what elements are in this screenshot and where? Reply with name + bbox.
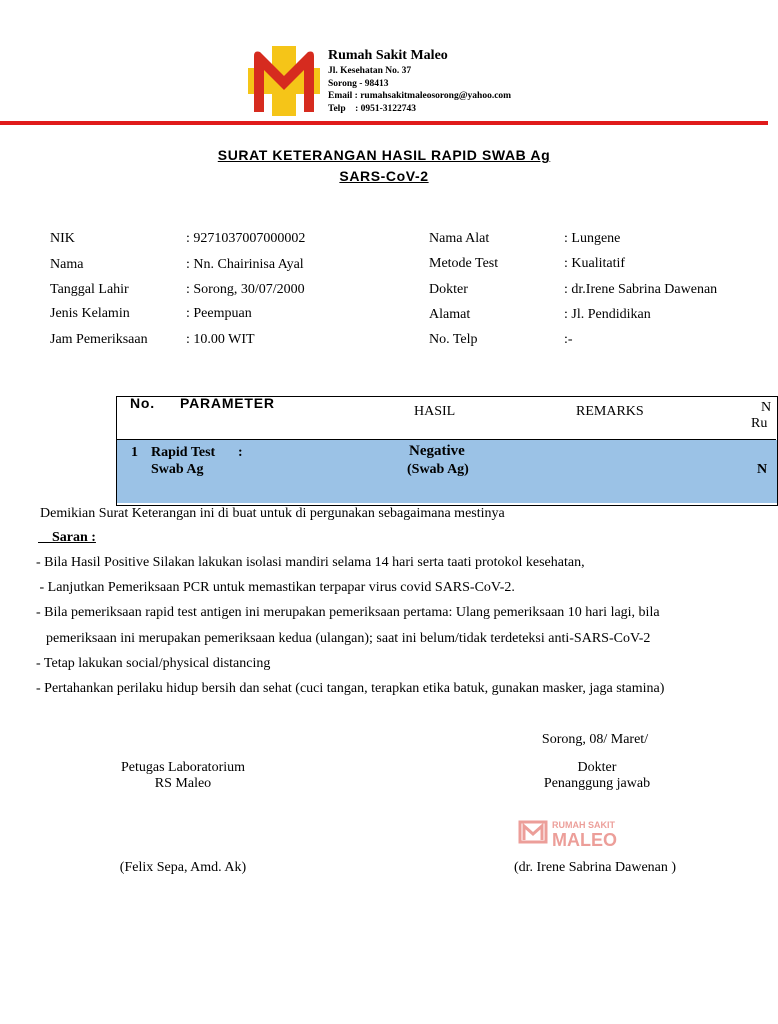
saran-item-5: - Pertahankan perilaku hidup bersih dan sehat (cuci tangan, terapkan etika batuk, gunakan masker, jaga stamina) (36, 681, 665, 696)
jam-pemeriksaan-label: Jam Pemeriksaan (50, 332, 148, 347)
hospital-name: Rumah Sakit Maleo (328, 48, 448, 63)
saran-item-3: - Bila pemeriksaan rapid test antigen ini merupakan pemeriksaan pertama: Ulang pemeriksaan 10 hari lagi, bila (36, 605, 660, 620)
result-subvalue: (Swab Ag) (407, 462, 469, 477)
document-title: SURAT KETERANGAN HASIL RAPID SWAB Ag (217, 147, 551, 163)
no-telp-label: No. Telp (429, 332, 478, 347)
dokter-value: : dr.Irene Sabrina Dawenan (564, 282, 718, 297)
hospital-email: Email : rumahsakitmaleosorong@yahoo.com (328, 91, 512, 101)
col-partial-header-1: N (761, 400, 772, 415)
svg-text:MALEO: MALEO (552, 830, 617, 850)
dokter-label: Dokter (429, 282, 468, 297)
nama-label: Nama (50, 257, 84, 272)
jam-pemeriksaan-value: : 10.00 WIT (186, 332, 255, 347)
hospital-stamp (516, 808, 656, 856)
jenis-kelamin-label: Jenis Kelamin (50, 306, 130, 321)
metode-test-label: Metode Test (429, 256, 499, 271)
col-hasil-header: HASIL (414, 404, 456, 419)
saran-item-3-cont: pemeriksaan ini merupakan pemeriksaan kedua (ulangan); saat ini belum/tidak terdeteksi anti-SARS-CoV-2 (46, 631, 651, 646)
row-partial-value: N (757, 462, 768, 477)
col-partial-header-2: Ru (751, 416, 768, 431)
no-telp-value: :- (564, 332, 573, 347)
hospital-logo (248, 46, 320, 116)
row-parameter-colon: : (238, 445, 243, 460)
row-parameter-line2: Swab Ag (151, 462, 204, 477)
document-subtitle: SARS-CoV-2 (339, 168, 429, 184)
nik-value: : 9271037007000002 (186, 231, 306, 246)
saran-item-1: - Bila Hasil Positive Silakan lakukan isolasi mandiri selama 14 hari serta taati protokol kesehatan, (36, 555, 585, 570)
row-parameter-line1: Rapid Test (151, 445, 216, 460)
intro-text: Demikian Surat Keterangan ini di buat untuk di pergunakan sebagaimana mestinya (40, 506, 505, 521)
left-signer-title: Petugas Laboratorium (120, 760, 246, 775)
metode-test-value: : Kualitatif (564, 256, 626, 271)
nama-alat-value: : Lungene (564, 231, 621, 246)
result-value: Negative (409, 443, 465, 459)
tanggal-lahir-label: Tanggal Lahir (50, 282, 129, 297)
signature-date: Sorong, 08/ Maret/ (541, 732, 649, 747)
tanggal-lahir-value: : Sorong, 30/07/2000 (186, 282, 305, 297)
row-number: 1 (131, 445, 138, 460)
alamat-label: Alamat (429, 307, 471, 322)
header-divider (0, 121, 768, 125)
nama-alat-label: Nama Alat (429, 231, 490, 246)
nik-label: NIK (50, 231, 75, 246)
saran-item-4: - Tetap lakukan social/physical distancing (36, 656, 271, 671)
saran-item-2: - Lanjutkan Pemeriksaan PCR untuk memastikan terpapar virus covid SARS-CoV-2. (36, 580, 515, 595)
left-signer-name: (Felix Sepa, Amd. Ak) (119, 860, 247, 875)
col-no-header: No. (130, 395, 155, 411)
saran-label: Saran : (52, 530, 96, 545)
right-signer-name: (dr. Irene Sabrina Dawenan ) (513, 860, 677, 875)
hospital-phone: Telp : 0951-3122743 (328, 104, 417, 114)
alamat-value: : Jl. Pendidikan (564, 307, 651, 322)
jenis-kelamin-value: : Peempuan (186, 306, 252, 321)
nama-value: : Nn. Chairinisa Ayal (186, 257, 304, 272)
svg-text:RUMAH SAKIT: RUMAH SAKIT (552, 820, 615, 830)
hospital-city: Sorong - 98413 (328, 79, 389, 89)
col-remarks-header: REMARKS (576, 404, 644, 419)
right-signer-role: Penanggung jawab (543, 776, 651, 791)
hospital-address: Jl. Kesehatan No. 37 (328, 66, 412, 76)
col-parameter-header: PARAMETER (180, 395, 275, 411)
left-signer-org: RS Maleo (154, 776, 212, 791)
right-signer-title: Dokter (577, 760, 617, 775)
